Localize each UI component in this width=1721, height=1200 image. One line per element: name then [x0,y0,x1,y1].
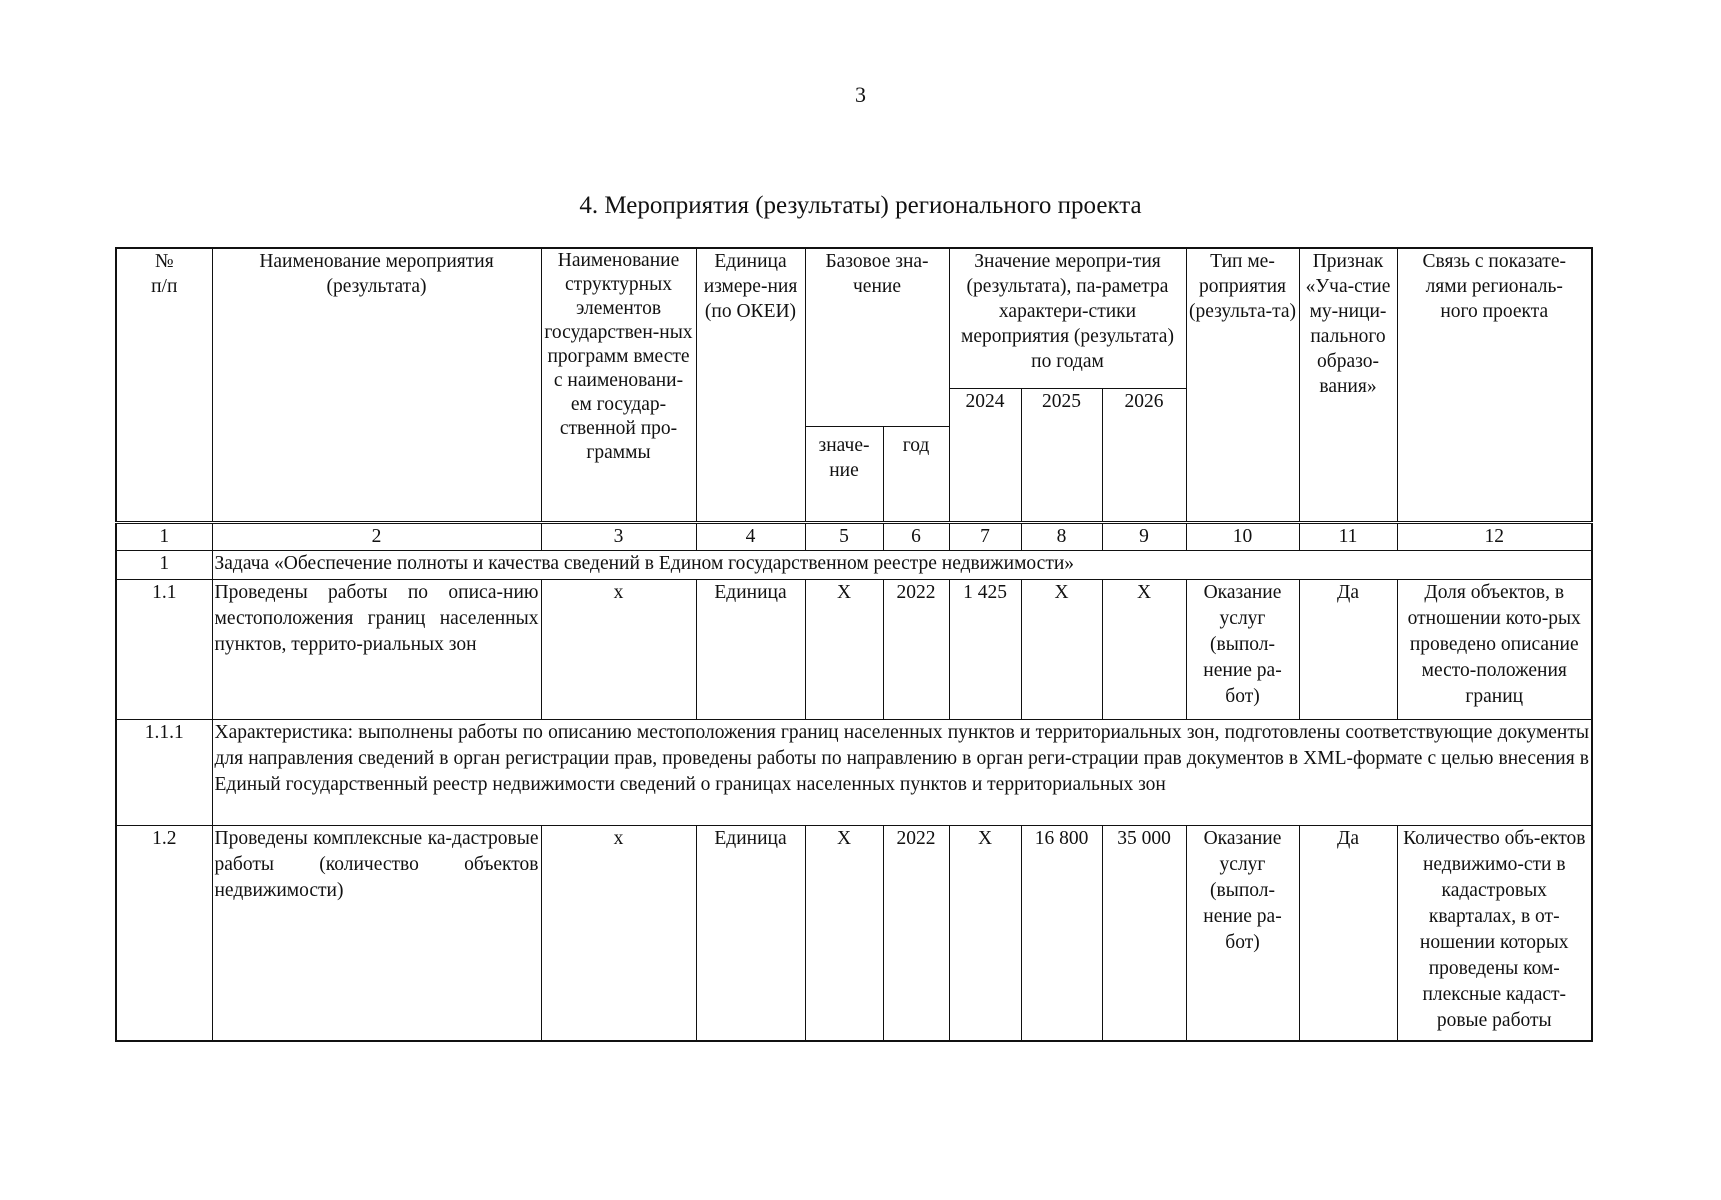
column-number: 1 [116,522,212,550]
header-base-year: год [883,426,949,522]
column-number: 11 [1299,522,1397,550]
row-value-2024: X [949,825,1021,1041]
column-number: 9 [1102,522,1186,550]
header-structural: Наименование структурных элементов государствен-ных программ вместе с наименовани-ем государ-ственной про-граммы [541,248,696,522]
table-row [116,579,1592,719]
row-value-2026: 35 000 [1102,825,1186,1041]
header-base-value: значе-ние [805,426,883,522]
column-number: 8 [1021,522,1102,550]
column-number: 4 [696,522,805,550]
row-base-year: 2022 [883,579,949,719]
table-row [116,825,1592,1041]
row-link: Количество объ-ектов недвижимо-сти в кадастровых кварталах, в от-ношении которых проведены ком-плексные кадаст-ровые работы [1397,825,1592,1041]
row-link: Доля объектов, в отношении кото-рых проведено описание место-положения границ [1397,579,1592,719]
row-value-2025: X [1021,579,1102,719]
row-type: Оказание услуг (выпол-нение ра-бот) [1186,825,1299,1041]
header-year-2026: 2026 [1102,388,1186,522]
task-row [116,550,1592,579]
row-name: Проведены комплексные ка-дастровые работы (количество объектов недвижимости) [212,825,541,1041]
header-unit: Единица измере-ния (по ОКЕИ) [696,248,805,522]
column-number: 6 [883,522,949,550]
header-values: Значение меропри-тия (результата), па-раметра характери-стики мероприятия (результата) по годам [949,248,1186,388]
characteristic-num: 1.1.1 [116,719,212,825]
table-row [116,719,1592,825]
column-number: 12 [1397,522,1592,550]
row-value-2026: X [1102,579,1186,719]
task-num: 1 [116,550,212,579]
header-num: № п/п [116,248,212,522]
column-number: 5 [805,522,883,550]
task-text: Задача «Обеспечение полноты и качества сведений в Едином государственном реестре недвижимости» [212,550,1592,579]
row-value-2024: 1 425 [949,579,1021,719]
header-sign: Признак «Уча-стие му-ници-пального образо-вания» [1299,248,1397,522]
column-number: 7 [949,522,1021,550]
column-number: 2 [212,522,541,550]
header-type: Тип ме-роприятия (результа-та) [1186,248,1299,522]
header-name: Наименование мероприятия (результата) [212,248,541,522]
column-numbers-row [116,522,1592,550]
header-year-2025: 2025 [1021,388,1102,522]
row-base-year: 2022 [883,825,949,1041]
row-structural: x [541,825,696,1041]
section-title: 4. Мероприятия (результаты) регионального проекта [579,192,1142,219]
header-link: Связь с показате-лями региональ-ного проекта [1397,248,1592,522]
row-sign: Да [1299,579,1397,719]
row-type: Оказание услуг (выпол-нение ра-бот) [1186,579,1299,719]
row-name: Проведены работы по описа-нию местоположения границ населенных пунктов, террито-риальных зон [212,579,541,719]
characteristic-text: Характеристика: выполнены работы по описанию местоположения границ населенных пунктов и территориальных зон, подготовлены соответствующие документы для направления сведений в орган регистрации прав, проведены работы по направлению в орган реги-страции прав документов в XML-формате с целью внесения в Единый государственный реестр недвижимости сведений о границах населенных пунктов и территориальных зон [212,719,1592,825]
row-unit: Единица [696,825,805,1041]
row-value-2025: 16 800 [1021,825,1102,1041]
projects-table [115,247,1593,1042]
row-unit: Единица [696,579,805,719]
column-number: 3 [541,522,696,550]
column-number: 10 [1186,522,1299,550]
row-sign: Да [1299,825,1397,1041]
header-year-2024: 2024 [949,388,1021,522]
header-row [116,248,1592,388]
row-structural: x [541,579,696,719]
header-base: Базовое зна-чение [805,248,949,426]
row-num: 1.1 [116,579,212,719]
row-base-value: X [805,825,883,1041]
page-number: 3 [855,82,866,107]
row-base-value: X [805,579,883,719]
row-num: 1.2 [116,825,212,1041]
